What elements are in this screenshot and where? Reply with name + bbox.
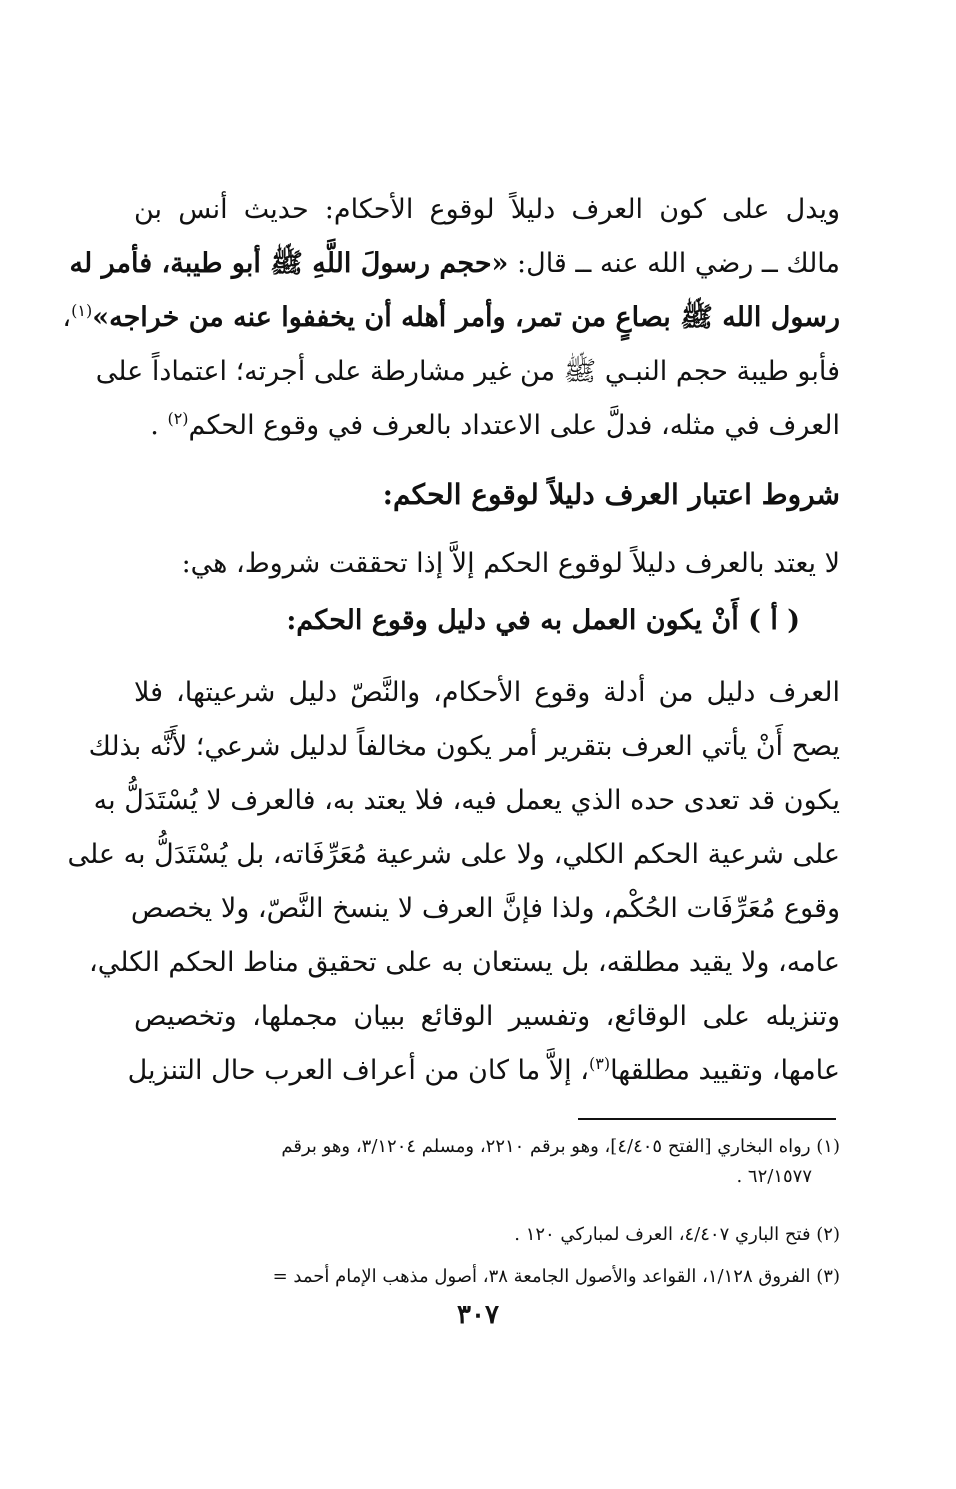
text-line: يكون قد تعدى حده الذي يعمل فيه، فلا يعتد به، فالعرف لا يُسْتَدَلُّ به xyxy=(93,785,840,816)
text-line xyxy=(62,291,840,345)
text-line: على شرعية الحكم الكلي، ولا على شرعية مُعَرِّفَاته، بل يُسْتَدَلُّ به على xyxy=(67,839,840,870)
text-run: مالك ــ رضي الله عنه ــ قال: xyxy=(508,248,840,279)
text-run: . xyxy=(150,410,168,441)
text-line xyxy=(134,399,840,453)
footnote-line: (١) رواه البخاري [الفتح ٤/٤٠٥]، وهو برقم ٢٢١٠، ومسلم ٣/١٢٠٤، وهو برقم xyxy=(281,1136,840,1157)
paragraph-conditions xyxy=(67,666,840,1098)
text-line: ويدل على كون العرف دليلاً لوقوع الأحكام: حديث أنس بن xyxy=(134,194,840,225)
section-heading-block xyxy=(134,468,840,522)
section-intro-block xyxy=(134,537,840,591)
footnote-3 xyxy=(134,1262,840,1292)
text-line: فأبو طيبة حجم النبـي ﷺ من غير مشارطة على أجرته؛ اعتماداً على xyxy=(95,356,840,387)
footnote-1 xyxy=(134,1132,840,1192)
text-line: يصح أَنْ يأتي العرف بتقرير أمر يكون مخالفاً لدليل شرعي؛ لأَنَّه بذلك xyxy=(88,731,840,762)
footnote-line: (٢) فتح الباري ٤/٤٠٧، العرف لمباركي ١٢٠ . xyxy=(514,1224,840,1245)
footnote-line: ٦٢/١٥٧٧ . xyxy=(736,1166,812,1187)
text-line xyxy=(127,1044,840,1098)
subheading-block xyxy=(134,594,800,648)
footnote-separator xyxy=(578,1118,836,1120)
footnote-ref-1: (١) xyxy=(71,301,93,320)
text-line: عامه، ولا يقيد مطلقه، بل يستعان به على تحقيق مناط الحكم الكلي، xyxy=(89,947,840,978)
text-run: ، إلاَّ ما كان من أعراف العرب حال التنزيل xyxy=(127,1055,589,1086)
hadith-quote: «حجم رسولَ اللَّهِ ﷺ أبو طيبة، فأمر له xyxy=(69,248,509,279)
hadith-quote: رسول الله ﷺ بصاعٍ من تمر، وأمر أهله أن يخففوا عنه من خراجه» xyxy=(92,302,840,333)
section-heading: شروط اعتبار العرف دليلاً لوقوع الحكم: xyxy=(382,478,840,511)
footnote-line: (٣) الفروق ١/١٢٨، القواعد والأصول الجامعة ٣٨، أصول مذهب الإمام أحمد = xyxy=(272,1266,840,1287)
paragraph-hadith xyxy=(62,183,840,453)
section-intro: لا يعتد بالعرف دليلاً لوقوع الحكم إلاَّ إذا تحققت شروط، هي: xyxy=(181,548,840,579)
text-line: وتنزيله على الوقائع، وتفسير الوقائع ببيان مجملها، وتخصيص xyxy=(134,1001,840,1032)
text-run: عامها، وتقييد مطلقها xyxy=(610,1055,840,1086)
text-line: وقوع مُعَرِّفَات الحُكْم، ولذا فإنَّ العرف لا ينسخ النَّصّ، ولا يخصص xyxy=(130,893,840,924)
footnote-ref-3: (٣) xyxy=(588,1054,611,1073)
subheading-a: ( أ ) أَنْ يكون العمل به في دليل وقوع الحكم: xyxy=(286,605,800,636)
footnote-2 xyxy=(134,1220,840,1250)
text-run: ، xyxy=(62,302,72,333)
page-number: ٣٠٧ xyxy=(457,1300,499,1330)
text-line: العرف دليل من أدلة وقوع الأحكام، والنَّصّ دليل شرعيتها، فلا xyxy=(134,677,840,708)
text-line xyxy=(69,237,840,291)
footnote-ref-2: (٢) xyxy=(167,409,189,428)
text-run: العرف في مثله، فدلَّ على الاعتداد بالعرف في وقوع الحكم xyxy=(188,410,840,441)
